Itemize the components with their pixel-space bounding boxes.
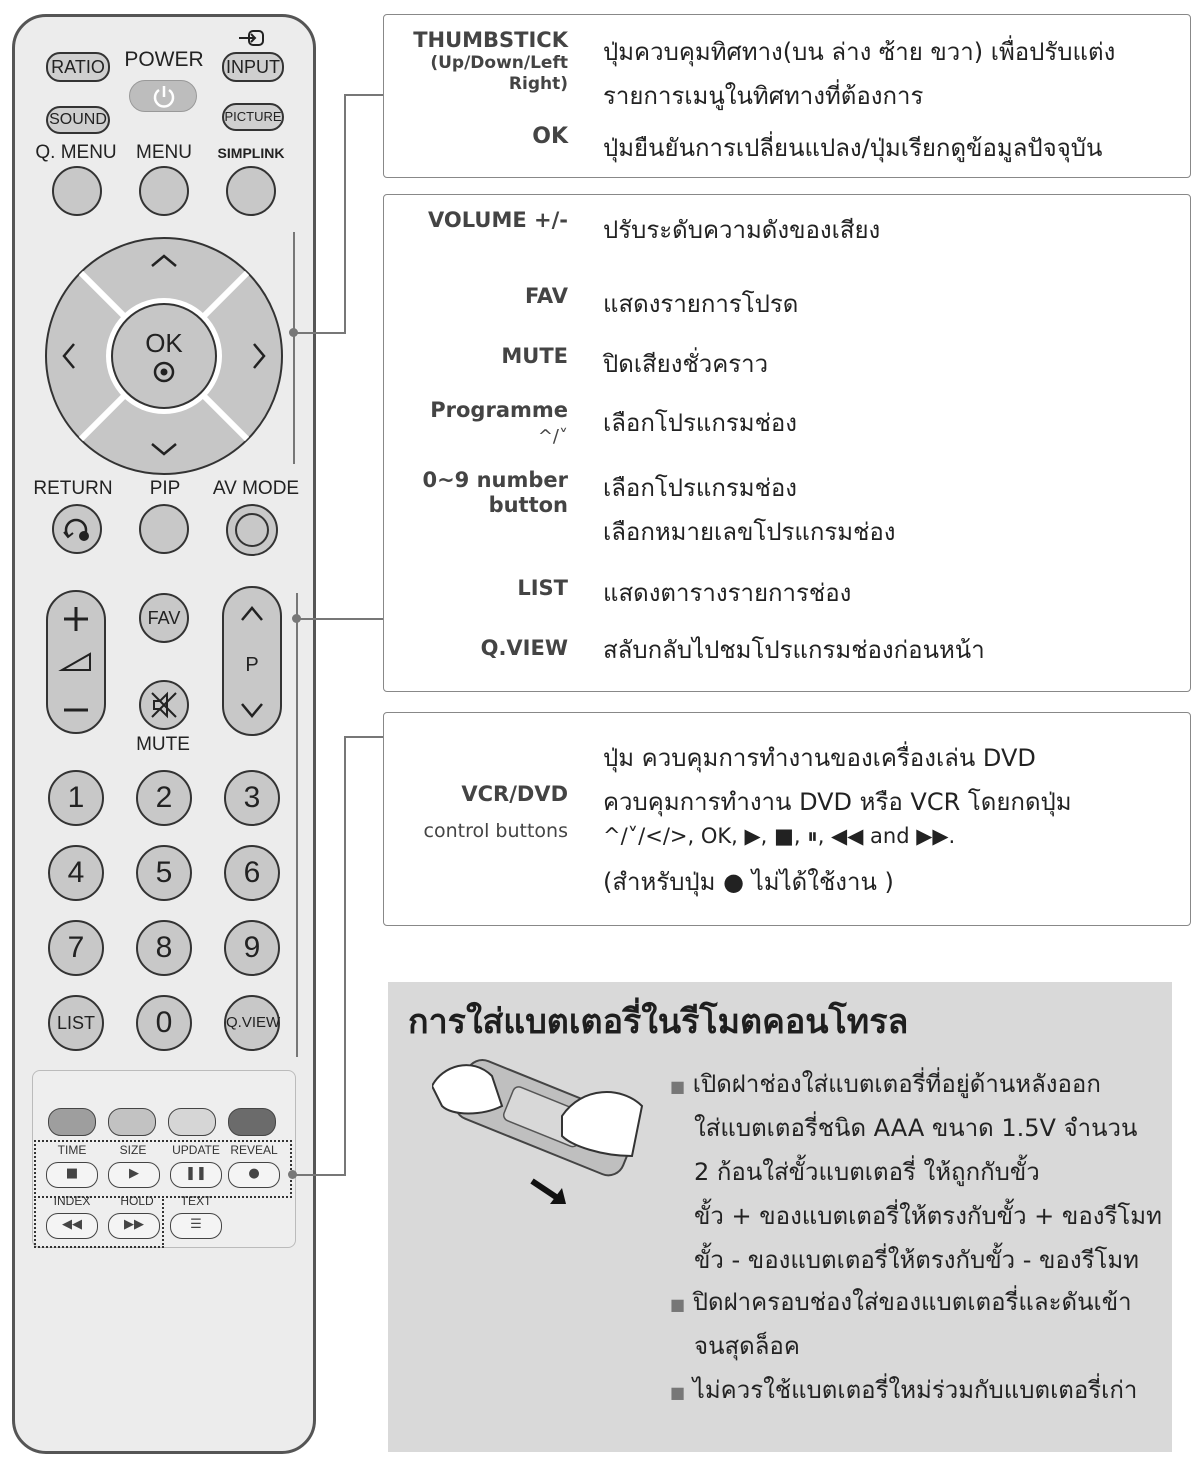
input-icon: [236, 28, 268, 50]
menu-label: MENU: [136, 142, 192, 163]
vcr-dvd-desc-3: ^/˅/</>, OK, ▶, ■, ⏸, ◀◀ and ▶▶.: [603, 824, 956, 848]
return-icon: [54, 506, 100, 552]
battery-install-illustration: [432, 1046, 652, 1216]
num-button-9[interactable]: 9: [224, 920, 280, 976]
ok-info-label: OK: [532, 124, 568, 149]
battery-line-7: จนสุดล็อค: [694, 1332, 800, 1360]
battery-line-3: 2 ก้อนใส่ขั้วแบตเตอรี่ ให้ถูกกับขั้ว: [694, 1158, 1040, 1186]
battery-line-1: เปิดฝาช่องใส่แบตเตอรี่ที่อยู่ด้านหลังออก: [692, 1070, 1101, 1098]
return-label: RETURN: [33, 478, 113, 499]
vcr-dvd-desc-4: (สำหรับปุ่ม ● ไม่ได้ใช้งาน ): [603, 868, 894, 896]
mute-icon: [141, 682, 187, 728]
vcr-dvd-sublabel: control buttons: [423, 820, 568, 842]
index-label: INDEX: [53, 1194, 91, 1208]
ok-info-desc: ปุ่มยืนยันการเปลี่ยนแปลง/ปุ่มเรียกดูข้อมูลปัจจุบัน: [603, 134, 1103, 162]
avmode-label: AV MODE: [212, 478, 300, 499]
connector-2-vertical: [296, 593, 298, 1057]
stop-icon: ■: [65, 1166, 79, 1181]
num-button-1[interactable]: 1: [48, 770, 104, 826]
battery-line-2: ใส่แบตเตอรี่ชนิด AAA ขนาด 1.5V จำนวน: [694, 1114, 1138, 1142]
programme-info-sublabel: ^/˅: [537, 426, 568, 447]
battery-title: การใส่แบตเตอรี่ในรีโมตคอนโทรล: [408, 1002, 909, 1042]
battery-line-8: ไม่ควรใช้แบตเตอรี่ใหม่ร่วมกับแบตเตอรี่เก่า: [692, 1376, 1138, 1404]
num-button-3[interactable]: 3: [224, 770, 280, 826]
time-label: TIME: [57, 1143, 87, 1157]
num-button-2[interactable]: 2: [136, 770, 192, 826]
simplink-button[interactable]: [226, 166, 276, 216]
thumbstick-desc-1: ปุ่มควบคุมทิศทาง(บน ล่าง ซ้าย ขวา) เพื่อปรับแต่ง: [603, 38, 1116, 66]
fav-info-label: FAV: [524, 284, 568, 308]
power-label: POWER: [124, 48, 204, 71]
thumbstick-sublabel-1: (Up/Down/Left: [430, 53, 568, 73]
mute-info-desc: ปิดเสียงชั่วคราว: [603, 350, 769, 378]
num-button-6[interactable]: 6: [224, 845, 280, 901]
connector-1-riser: [344, 94, 346, 334]
reveal-label: REVEAL: [230, 1143, 278, 1157]
thumbstick-sublabel-2: Right): [508, 74, 568, 94]
volume-info-label: VOLUME +/-: [428, 208, 568, 232]
number-info-desc-1: เลือกโปรแกรมช่อง: [603, 474, 798, 502]
thumbstick-label: THUMBSTICK: [413, 28, 568, 52]
hold-label: HOLD: [120, 1194, 154, 1208]
mute-label: MUTE: [136, 734, 190, 755]
battery-line-5: ขั้ว - ของแบตเตอรี่ให้ตรงกับขั้ว - ของรีโมท: [694, 1246, 1139, 1274]
vcr-dvd-desc-1: ปุ่ม ควบคุมการทำงานของเครื่องเล่น DVD: [603, 744, 1036, 772]
fastforward-button[interactable]: [108, 1213, 160, 1239]
pause-button[interactable]: [170, 1162, 222, 1188]
num-button-8[interactable]: 8: [136, 920, 192, 976]
number-info-label-2: button: [488, 493, 568, 517]
list-info-label: LIST: [517, 576, 568, 600]
vcr-dvd-desc-2: ควบคุมการทำงาน DVD หรือ VCR โดยกดปุ่ม: [603, 788, 1072, 816]
pause-icon: ❚❚: [185, 1166, 207, 1181]
record-button[interactable]: [228, 1162, 280, 1188]
programme-info-label: Programme: [430, 398, 568, 422]
p-label: P: [245, 654, 259, 676]
num-button-4[interactable]: 4: [48, 845, 104, 901]
color-key-yellow[interactable]: [168, 1108, 216, 1136]
num-button-7[interactable]: 7: [48, 920, 104, 976]
volume-info-box: [383, 194, 1191, 692]
num-button-5[interactable]: 5: [136, 845, 192, 901]
power-icon: [130, 81, 198, 113]
play-button[interactable]: [108, 1162, 160, 1188]
qmenu-button[interactable]: [52, 166, 102, 216]
qmenu-label: Q. MENU: [35, 142, 117, 163]
list-button[interactable]: LIST: [48, 995, 104, 1051]
mute-info-label: MUTE: [501, 344, 568, 368]
fav-button[interactable]: FAV: [139, 593, 189, 643]
connector-3-riser: [344, 736, 346, 1176]
connector-1-top: [344, 94, 384, 96]
battery-line-4: ขั้ว + ของแบตเตอรี่ให้ตรงกับขั้ว + ของรีโมท: [694, 1202, 1162, 1230]
programme-info-desc: เลือกโปรแกรมช่อง: [603, 409, 798, 437]
list-info-desc: แสดงตารางรายการช่อง: [603, 579, 852, 607]
color-key-green[interactable]: [108, 1108, 156, 1136]
qview-info-label: Q.VIEW: [480, 636, 568, 660]
connector-2-horizontal: [297, 618, 383, 620]
record-icon: ●: [248, 1166, 260, 1181]
pip-button[interactable]: [139, 504, 189, 554]
color-key-red[interactable]: [48, 1108, 96, 1136]
avmode-button[interactable]: [226, 504, 278, 556]
battery-bullet-3: ■ ไม่ควรใช้แบตเตอรี่ใหม่ร่วมกับแบตเตอรี่เก่า: [670, 1376, 1138, 1404]
stop-button[interactable]: [46, 1162, 98, 1188]
play-icon: ▶: [129, 1166, 139, 1181]
connector-3-top: [344, 736, 384, 738]
rewind-icon: ◀◀: [62, 1217, 82, 1232]
avmode-icon: [228, 506, 276, 554]
battery-bullet-2: ■ ปิดฝาครอบช่องใส่ของแบตเตอรี่และดันเข้า: [670, 1288, 1132, 1316]
connector-1-horizontal: [294, 332, 346, 334]
simplink-label: SIMPLINK: [217, 145, 285, 161]
power-button[interactable]: [129, 80, 197, 112]
qview-button[interactable]: Q.VIEW: [224, 995, 280, 1051]
connector-1-vertical: [293, 232, 295, 464]
teletext-icon: ☰: [190, 1217, 202, 1232]
battery-bullet-1: ■ เปิดฝาช่องใส่แบตเตอรี่ที่อยู่ด้านหลังออก: [670, 1070, 1101, 1098]
ratio-button[interactable]: RATIO: [46, 52, 110, 82]
return-button[interactable]: [52, 504, 102, 554]
sound-button[interactable]: SOUND: [46, 106, 110, 134]
vcr-dvd-label: VCR/DVD: [461, 782, 568, 806]
battery-line-6: ปิดฝาครอบช่องใส่ของแบตเตอรี่และดันเข้า: [692, 1288, 1132, 1316]
num-button-0[interactable]: 0: [136, 995, 192, 1051]
rewind-button[interactable]: [46, 1213, 98, 1239]
volume-rocker[interactable]: [46, 590, 106, 734]
text-label: TEXT: [180, 1194, 212, 1208]
fav-info-desc: แสดงรายการโปรด: [603, 290, 799, 318]
number-info-label-1: 0~9 number: [422, 468, 568, 492]
update-label: UPDATE: [172, 1143, 220, 1157]
volume-info-desc: ปรับระดับความดังของเสียง: [603, 216, 881, 244]
text-button[interactable]: [170, 1213, 222, 1239]
menu-button[interactable]: [139, 166, 189, 216]
pip-label: PIP: [149, 478, 181, 499]
size-label: SIZE: [119, 1143, 147, 1157]
thumbstick-desc-2: รายการเมนูในทิศทางที่ต้องการ: [603, 82, 924, 110]
picture-button[interactable]: PICTURE: [222, 103, 284, 131]
mute-button[interactable]: [139, 680, 189, 730]
ok-label: OK: [145, 328, 183, 358]
volume-icon: [48, 592, 104, 732]
connector-3-horizontal: [294, 1174, 346, 1176]
qview-info-desc: สลับกลับไปชมโปรแกรมช่องก่อนหน้า: [603, 636, 985, 664]
number-info-desc-2: เลือกหมายเลขโปรแกรมช่อง: [603, 518, 896, 546]
color-key-blue[interactable]: [228, 1108, 276, 1136]
input-button[interactable]: INPUT: [222, 52, 284, 82]
fastforward-icon: ▶▶: [124, 1217, 144, 1232]
